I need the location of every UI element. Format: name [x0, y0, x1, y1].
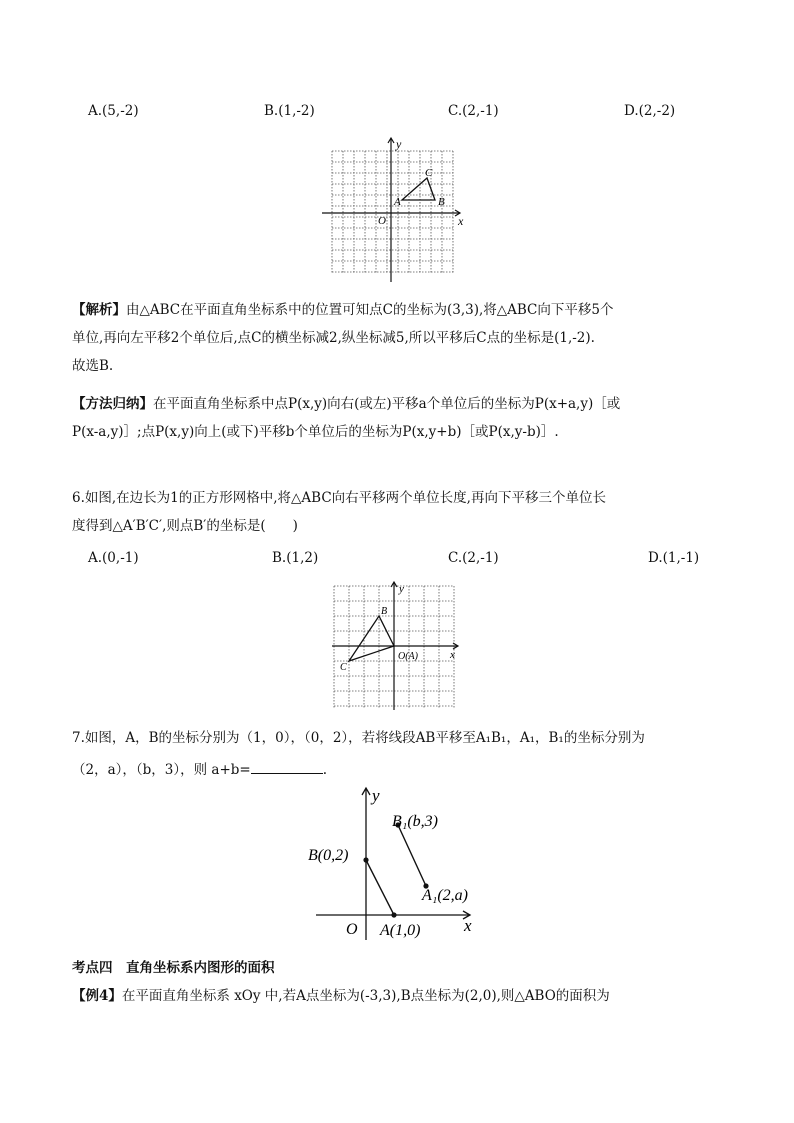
- q6-x-label: x: [450, 649, 455, 661]
- q5-point-c: C: [425, 167, 433, 179]
- example4-line: 【例4】在平面直角坐标系 xOy 中,若A点坐标为(-3,3),B点坐标为(2,0),则△ABO的面积为: [72, 988, 610, 1004]
- q7-coordinate-figure: [300, 784, 500, 946]
- q6-point-oa: O(A): [398, 651, 418, 662]
- example4-tag: 【例4】: [72, 988, 122, 1004]
- q7-x-label: x: [464, 916, 472, 935]
- method-tag: 【方法归纳】: [72, 396, 153, 412]
- q5-y-label: y: [396, 137, 402, 151]
- q5-point-b: B: [438, 196, 445, 208]
- q7-point-b1-label: B₁(b,3): [392, 813, 438, 830]
- q6-line1: 6.如图,在边长为1的正方形网格中,将△ABC向右平移两个单位长度,再向下平移三个单位长: [72, 490, 606, 506]
- section4-title: 考点四 直角坐标系内图形的面积: [72, 960, 275, 976]
- q6-grid-figure: [330, 580, 462, 712]
- q6-option-c: C.(2,-1): [448, 550, 499, 566]
- q6-triangle-abc: [349, 616, 394, 661]
- q7-line2: （2，a），（b，3），则 a+b= .: [72, 756, 732, 784]
- method-line1: 【方法归纳】在平面直角坐标系中点P(x,y)向右(或左)平移a个单位后的坐标为P(x+a,y)［或: [72, 396, 621, 412]
- q7-y-label: y: [372, 786, 380, 805]
- analysis-tag: 【解析】: [72, 302, 126, 318]
- q5-option-a: A.(5,-2): [88, 103, 139, 119]
- q7-point-a1-label: A₁(2,a): [422, 887, 468, 904]
- q7-point-b-label: B(0,2): [308, 847, 349, 864]
- q7-segment-a1b1: [398, 825, 426, 886]
- q5-origin-label: O: [378, 215, 386, 227]
- q5-option-c: C.(2,-1): [448, 103, 499, 119]
- analysis-line2: 单位,再向左平移2个单位后,点C的横坐标减2,纵坐标减5,所以平移后C点的坐标是(1,-2).: [72, 330, 595, 346]
- q6-option-d: D.(1,-1): [648, 550, 700, 566]
- q5-triangle-abc: [402, 178, 435, 200]
- analysis-line3: 故选B.: [72, 358, 114, 374]
- method-line2: P(x-a,y)］;点P(x,y)向上(或下)平移b个单位后的坐标为P(x,y+b)［或P(x,y-b)］.: [72, 424, 559, 440]
- q7-line1: 7.如图，A，B的坐标分别为（1，0），（0，2），若将线段AB平移至A₁B₁，A₁，B₁的坐标分别为: [72, 730, 645, 746]
- q6-option-b: B.(1,2): [272, 550, 319, 566]
- q5-x-label: x: [458, 214, 464, 228]
- q5-option-b: B.(1,-2): [264, 103, 315, 119]
- q5-coordinate-figure: [318, 132, 468, 282]
- q7-dot-a: [391, 912, 396, 917]
- q7-origin-label: O: [346, 921, 358, 938]
- q7-answer-blank[interactable]: [251, 759, 323, 774]
- q6-y-label: y: [399, 583, 404, 595]
- q6-point-b: B: [381, 606, 388, 617]
- q7-segment-ab: [366, 860, 394, 915]
- q5-point-a: A: [394, 196, 401, 208]
- q6-point-c: C: [340, 662, 347, 673]
- q6-option-a: A.(0,-1): [88, 550, 139, 566]
- q6-line2: 度得到△A′B′C′,则点B′的坐标是( ): [72, 518, 298, 534]
- analysis-line1: 【解析】由△ABC在平面直角坐标系中的位置可知点C的坐标为(3,3),将△ABC向下平移5个: [72, 302, 614, 318]
- q5-option-d: D.(2,-2): [624, 103, 676, 119]
- q7-point-a-label: A(1,0): [380, 922, 421, 939]
- q7-dot-b: [363, 857, 368, 862]
